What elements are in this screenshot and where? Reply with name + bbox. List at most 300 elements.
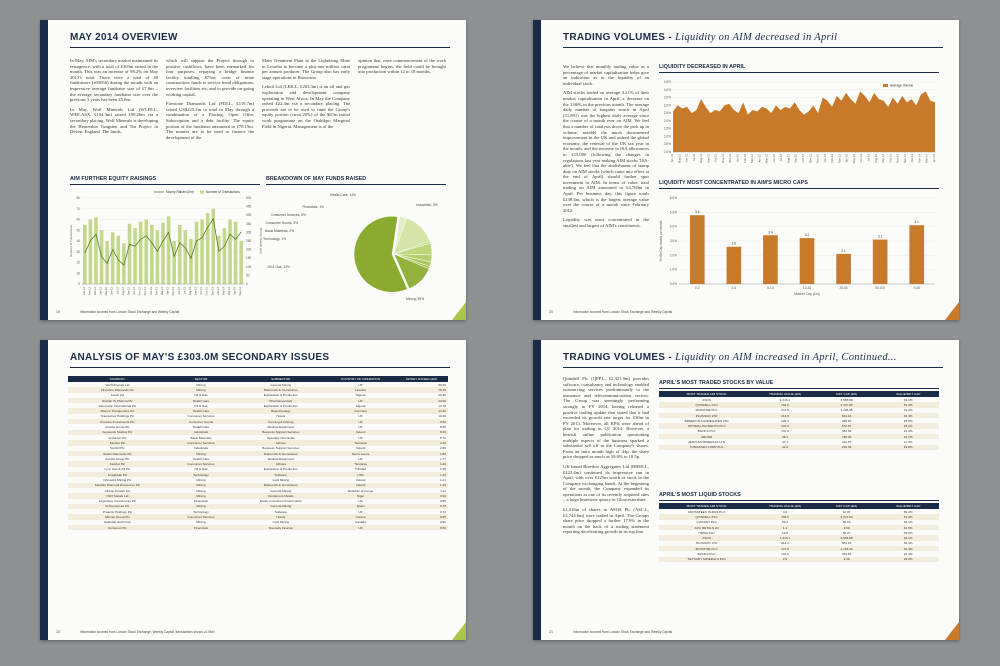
text-column-3	[262, 58, 350, 133]
y-tick-label: 3.0%	[669, 239, 677, 243]
table-cell: Consumer Services	[187, 414, 215, 419]
table-cell: 1.1	[754, 525, 816, 530]
table-cell: 25.5%	[903, 418, 913, 423]
y-tick-label: 2.0%	[669, 253, 677, 258]
table-cell: Trinidad	[355, 467, 367, 472]
x-tick-label: Sep-12	[793, 154, 798, 164]
x-tick-label: Feb-13	[830, 154, 835, 163]
table-cell: Basic Materials	[190, 435, 212, 440]
x-tick-label: Dec-11	[728, 154, 733, 163]
x-tick-label: Dec-13	[211, 287, 215, 296]
text-column	[563, 376, 649, 539]
table-cell: MONITISE PLC	[695, 408, 718, 413]
y2-tick-label: 450	[246, 204, 252, 209]
chart4-rule	[659, 188, 939, 189]
table-cell: Algeria	[355, 403, 366, 408]
page-spine	[40, 20, 48, 320]
table-cell: 216.36	[816, 445, 878, 450]
area-average-volume	[673, 91, 935, 152]
table-cell: 8.35	[439, 425, 446, 430]
title-bold: TRADING VOLUMES -	[563, 352, 676, 363]
y-tick-label: 50	[76, 228, 80, 233]
chart1-title: AIM FURTHER EQUITY RAISINGS	[70, 176, 157, 182]
paragraph: opinion that, once commencement of the work programme begins, the field could be brought into production within 12 to 18 months.	[358, 58, 446, 75]
y-tick-label: 0	[78, 282, 80, 286]
x-tick-label: Aug-13	[188, 287, 192, 296]
table-cell: 214.0	[754, 413, 816, 418]
x-tick-label: Mar-13	[161, 287, 164, 296]
table-cell: 35.0%	[903, 530, 913, 535]
table-cell: Dorlemus Plc	[68, 525, 167, 530]
table-cell: Technology	[193, 509, 209, 514]
page-number: 20	[549, 310, 553, 314]
table-cell: 13.36	[395, 408, 448, 413]
table-cell: Oil & Gas	[194, 393, 208, 398]
x-tick-label: 2-5	[731, 286, 737, 290]
column-header: COUNTRY OF OPERATION	[326, 376, 394, 382]
bar-transactions	[228, 220, 232, 285]
table-cell: PLUSSOO LTD	[659, 413, 754, 418]
bar-transactions	[94, 217, 98, 284]
table-cell: General Mining	[235, 504, 326, 509]
x-tick-label: >100	[913, 286, 921, 290]
slice-label: Basic Materials, 2%	[265, 229, 294, 233]
column-header: MKT CAP (£M)	[816, 391, 878, 397]
page-footer: Information sourced from London Stock Exchange and Weekly Capital	[573, 310, 673, 314]
table-cell: 1.77	[439, 456, 446, 461]
bar-transactions	[167, 216, 171, 284]
page-title	[563, 32, 837, 43]
table-cell: Industrials	[193, 446, 209, 451]
x-tick-label: May-11	[677, 154, 682, 164]
paragraph: Firestone Diamonds Ltd (FDI.L, £119.7m) raised US$225.2m in total in May through a combination of a Placing, Open Offer, Subscription and a debt facility. The equity portion of the fundraise amounted to £78.19m. The monies are to be used to finance the development of the	[166, 101, 254, 140]
x-tick-label: Apr-14	[233, 287, 237, 295]
table-cell: BLINKX PLC	[697, 429, 716, 434]
legend-label: Number of Transactions	[206, 190, 240, 195]
bar	[873, 240, 888, 284]
bar-transactions	[133, 228, 137, 284]
table-cell: 374.8	[754, 546, 816, 551]
table-cell: Germany	[326, 408, 394, 413]
table-cell: USA	[326, 472, 394, 477]
x-tick-label: Apr-12	[99, 287, 103, 295]
x-axis-title: Market Cap (£m)	[794, 292, 820, 296]
table-cell: Spain	[326, 504, 394, 509]
table-cell: Wolf Minerals Ltd	[105, 382, 130, 387]
x-tick-label: Sep-13	[194, 287, 198, 296]
table-cell: Medical Equipment	[267, 456, 294, 461]
most-liquid-table	[659, 503, 939, 562]
table-cell: 62.1%	[903, 520, 913, 525]
table-cell: Gold Mining	[272, 477, 290, 482]
slice-label: Oil & Gas, 12%	[267, 265, 290, 269]
x-tick-label: Apr-11	[670, 154, 674, 163]
x-tick-label: Jan-13	[149, 287, 153, 295]
table-cell: 51.3%	[877, 514, 939, 519]
table-cell: Mining	[196, 477, 206, 482]
table-cell: Stellar Diamonds Plc	[68, 451, 167, 456]
table-cell: Tanzania	[326, 440, 394, 445]
table-cell: 1.21	[439, 477, 446, 482]
table-cell: 41.8	[754, 445, 816, 450]
table-cell: Software	[235, 472, 326, 477]
table-cell: Keywords Studios Plc	[68, 430, 167, 435]
bar	[763, 235, 778, 284]
table-cell: Hotels	[276, 414, 286, 419]
table-cell: Arecita Group Plc	[105, 456, 130, 461]
y-tick-label: 40	[76, 239, 80, 243]
table-cell: Specialty Chemicals	[266, 435, 295, 440]
y-tick-label: 10	[76, 271, 80, 276]
y2-tick-label: 250	[246, 239, 252, 243]
x-tick-label: 0-2	[694, 286, 700, 290]
table-cell: 0.85	[439, 499, 446, 504]
table-cell: Tanzania	[326, 461, 394, 466]
bar-transactions	[128, 224, 132, 284]
table-cell: CROSSTEEK HLDGS PLC	[687, 509, 726, 514]
table-cell: W Resources Plc	[68, 504, 167, 509]
table-cell: 1,195.36	[840, 408, 853, 413]
page-number: 20	[56, 630, 60, 634]
table-cell: 3,565.68	[840, 397, 853, 402]
paragraph: which will support the Project through to positive cashflows, have been earmarked for four purposes: repaying a bridge finance facility totalling $75m; costs of mine construction; funds to service bond obligations; overview facilities etc; and to provide on-going working capital.	[166, 58, 254, 97]
page-title	[563, 352, 897, 363]
table-cell: 572.07	[816, 423, 878, 428]
slice-label: Industrials, 3%	[416, 203, 438, 207]
table-cell: 10.07	[842, 509, 851, 514]
table-cell: Arecita Group Plc	[105, 425, 130, 430]
table-row	[68, 525, 448, 530]
table-cell: 29.8%	[877, 557, 939, 562]
table-cell: Health Care	[192, 425, 210, 430]
table-cell: 3,347.83	[816, 514, 878, 519]
table-cell: 354.64	[841, 552, 852, 557]
x-tick-label: Feb-12	[742, 154, 747, 163]
table-cell: 131.9	[781, 552, 789, 557]
x-tick-label: May-12	[105, 287, 109, 296]
x-tick-label: Feb-12	[88, 287, 92, 296]
bar-transactions	[189, 239, 193, 284]
legend-swatch	[883, 84, 888, 87]
x-tick-label: Feb-13	[155, 287, 159, 296]
table-cell: Gold Mining	[272, 520, 290, 525]
table-cell: Imaginatik Plc	[68, 472, 167, 477]
table-cell: 0.50	[395, 525, 448, 530]
table-cell: Mincan Group Plc	[68, 514, 167, 519]
text-column	[563, 64, 649, 233]
x-tick-label: Jul-11	[691, 154, 696, 162]
table-cell: 8.50	[395, 419, 448, 424]
x-tick-label: Nov-13	[205, 287, 209, 296]
bar-value-label: 2.1	[841, 248, 846, 253]
bar-value-label: 3.1	[877, 234, 883, 239]
table-cell: 661.16	[841, 541, 852, 546]
table-cell: Health Care	[167, 398, 235, 403]
column-header: COMPANY	[68, 376, 167, 382]
x-tick-label: Apr-14	[932, 154, 936, 163]
x-tick-label: Jan-12	[735, 154, 740, 163]
table-cell: 3,347.83	[816, 402, 878, 407]
x-tick-label: Oct-13	[888, 154, 893, 163]
bar-transactions	[178, 225, 182, 284]
table-cell: Mining	[167, 451, 235, 456]
table-cell: ASOS	[702, 397, 711, 402]
table-cell: Hotels	[235, 514, 326, 519]
table-cell: QUIXANT PLC	[696, 520, 717, 525]
table-cell: TUNGSTEN CORP PLC	[659, 445, 754, 450]
x-tick-label: May-14	[239, 287, 243, 296]
x-tick-label: Aug-13	[873, 154, 878, 164]
table-cell: Legendary Investments Plc	[98, 499, 137, 504]
table-cell: Farming & Fishing	[235, 419, 326, 424]
table-cell: 1.26	[395, 472, 448, 477]
x-tick-label: May-13	[172, 287, 176, 296]
y2-tick-label: 500	[246, 196, 252, 200]
table-cell: Mining	[196, 520, 206, 525]
paragraph: Lekoil Ltd (LEK.L, £263.3m) is an oil and gas exploration and development company operating in West Africa. In May the Company raised £22.4m via a secondary placing. The proceeds are to be used to fund the Group's equity portion (circa 20%) of the $67m initial work programme on the Otakikpo Marginal Field in Nigeria. Management is of the	[262, 84, 350, 129]
page-spine	[533, 20, 541, 320]
table-cell: Canada	[355, 520, 366, 525]
table-cell: 1.40	[395, 461, 448, 466]
paragraph: AIM stocks traded on average 3.21% of their market capitalisation in April, a decrease on the 3.86% in the previous month. The average daily number of bargains struck in April (31,891) was the highest daily average since the course of a month ever on AIM. We feel that a number of catalysts drove the pick up in volume, notably the much documented improvement in the UK and indeed the global economy, the renewal of the UK tax year in the month, and the increase in ISA allowances to £15,000 (following the changes in regulations last year making AIM stocks 'ISA-able'). We feel that the abolishment of stamp duty on AIM stocks (which came into effect at the end of April) should further spur investment in AIM. In terms of value, total trading on AIM amounted to £4,769m in April. Per business day, this figure totals £238.4m, which is the largest average value over the course of a month since February 2012.	[563, 90, 649, 213]
y-tick-label: 20	[76, 260, 80, 265]
x-tick-label: Mar-12	[93, 287, 97, 296]
table-cell: Oil & Gas	[194, 403, 208, 408]
table1-title: APRIL'S MOST TRADED STOCKS BY VALUE	[659, 380, 774, 386]
table-cell: 32.4%	[877, 413, 939, 418]
chart2-title: BREAKDOWN OF MAY FUNDS RAISED	[266, 176, 367, 182]
table-cell: 20.00	[395, 398, 448, 403]
table-cell: 4.6	[782, 509, 788, 514]
table-cell: TEXTAIRY MINERALS PLC	[659, 557, 754, 562]
table-cell: 490.87	[841, 418, 852, 423]
text-column-2	[166, 58, 254, 144]
slice-label: Consumer Services, 5%	[270, 213, 306, 217]
table-cell: Equity Investment Instruments	[259, 499, 302, 504]
table-cell: 1.85	[395, 451, 448, 456]
table-cell: Consumer Services	[167, 461, 235, 466]
table-cell: General Mining	[270, 382, 292, 387]
table-cell: Niger	[326, 493, 394, 498]
bar	[909, 225, 924, 284]
x-tick-label: Oct-13	[200, 287, 204, 295]
table-cell: Sierra Leone	[326, 451, 394, 456]
text-column-4	[358, 58, 446, 79]
page-trading-volumes-continued	[533, 340, 959, 640]
table-cell: AFRICAN MINERALS LTD	[688, 440, 725, 445]
bar	[800, 238, 815, 284]
y2-tick-label: 0	[246, 282, 248, 286]
column-header: MONEY RAISED (£M)	[395, 376, 448, 382]
table-cell: 794.6	[754, 402, 816, 407]
column-header: TRADING VALUE (£M)	[754, 391, 816, 397]
bar	[727, 247, 742, 284]
table-cell: Airlines	[235, 440, 326, 445]
paragraph: Quindell Plc (QPP.L, £2,321.9m) provides software, consultancy and technology enabled outsourcing services predominantly to the insurance and telecommunications sectors. The Group was seemingly performing strongly in FY 2014, having released a positive trading update that stated that it had exceeded its growth rate target for £30m in FY 2013. Moreover, all KPIs were ahead of plan for trading in Q1 2014. However, a bearish online publication questioning multiple aspects of the business sparked a substantial sell off in the Company's shares. From an intra month high of 44p, the share price dropped as much as 59.8% to 18.5p.	[563, 376, 649, 460]
bar-transactions	[111, 232, 115, 284]
table-cell: Specialty Finance	[235, 525, 326, 530]
table-cell: Airlines	[235, 461, 326, 466]
bar-transactions	[184, 230, 188, 284]
table-cell: BLINKX PLC	[697, 552, 716, 557]
table-cell: HIPNA PLC	[698, 530, 715, 535]
table-cell: ABCAM	[659, 434, 754, 439]
table2-rule	[659, 500, 939, 501]
page-may-overview	[40, 20, 466, 320]
bar-value-label: 3.6	[695, 210, 700, 215]
bar-transactions	[156, 230, 160, 284]
chart2-rule	[266, 184, 446, 185]
funds-raised-pie-chart	[262, 188, 450, 304]
column-header: VALUE/MKT CAP	[877, 391, 939, 397]
corner-accent	[945, 302, 959, 320]
slice-label: Financials, 1%	[302, 205, 324, 209]
table-cell: Diamonds & Gemstones	[235, 451, 326, 456]
table-cell: Software	[274, 509, 287, 514]
table-cell: FastJet Plc	[68, 440, 167, 445]
table-cell: Ireland	[355, 446, 366, 451]
bar-transactions	[234, 222, 238, 284]
table-cell: 21.4%	[903, 429, 913, 434]
table-cell: Mining	[196, 382, 206, 387]
table-cell: 134.9	[754, 423, 816, 428]
table-cell: 31.4%	[877, 546, 939, 551]
x-tick-label: Nov-13	[895, 154, 900, 164]
y-axis-title: Number of Transactions	[69, 225, 73, 257]
x-tick-label: 10-25	[802, 286, 812, 290]
table-cell: 1.11	[440, 488, 446, 493]
table-cell: QUINDELL PLC	[659, 514, 754, 519]
table-cell: Consumer Services	[167, 514, 235, 519]
table-cell: UK	[358, 435, 363, 440]
x-tick-label: Oct-12	[801, 154, 805, 163]
table-cell: Health Care	[192, 456, 210, 461]
table-cell: UK	[358, 456, 363, 461]
text-column-1	[70, 58, 158, 139]
table-cell: Nigeria	[355, 393, 366, 398]
title-rule	[563, 367, 943, 368]
table-cell: 1.16	[395, 483, 448, 488]
table-cell: 78.19	[395, 387, 448, 392]
page-footer: Information sourced from London Stock Exchange and Weekly Capital	[573, 630, 673, 634]
y-tick-label: 5.0%	[669, 210, 677, 215]
table-cell: FastJet Plc	[68, 461, 167, 466]
page-trading-volumes	[533, 20, 959, 320]
equity-raisings-chart	[68, 188, 264, 300]
chart3-title: LIQUIDITY DECREASED IN APRIL	[659, 64, 746, 70]
table-cell: Versarien Plc	[108, 435, 127, 440]
table-cell: 214.0	[781, 541, 789, 546]
table-cell: Health Care	[167, 408, 235, 413]
table-cell: 1,316.1	[779, 397, 791, 402]
table-cell: Karelian Diamond Resources Plc	[68, 483, 167, 488]
x-tick-label: Aug-12	[786, 154, 791, 164]
table-cell: Technology	[167, 472, 235, 477]
paragraph: Main Treatment Plant at the Liqhobong Mine in Lesotho to become a plus-one million carat per annum producer. The Group also has early stage operations in Botswana.	[262, 58, 350, 80]
bar-transactions	[206, 213, 210, 284]
table-cell: BREEDON AGGREGATES LTD	[684, 418, 729, 423]
table-cell: Lynx Gas & Oil Plc	[104, 467, 131, 472]
table-cell: 2.33	[395, 440, 448, 445]
x-tick-label: Sep-11	[706, 154, 711, 163]
table-cell: 0.65	[395, 514, 448, 519]
column-header: MOST TRADED AIM STOCK	[659, 391, 754, 397]
table-cell: Ireland	[355, 477, 366, 482]
table-cell: 2.9	[754, 557, 816, 562]
x-tick-label: Dec-13	[902, 154, 907, 164]
chart3-rule	[659, 72, 939, 73]
table-cell: 42.5%	[877, 525, 939, 530]
x-tick-label: Jun-12	[110, 287, 114, 295]
table-row	[659, 445, 939, 450]
y2-tick-label: 150	[246, 256, 252, 261]
x-tick-label: Oct-11	[713, 154, 718, 163]
table-cell: Ireland	[326, 483, 394, 488]
x-tick-label: Jun-13	[177, 287, 181, 295]
table-cell: Business Support Services	[262, 446, 300, 451]
y-tick-label: 0.0%	[669, 282, 677, 286]
table-cell: Exploration & Production	[263, 467, 298, 472]
title-rule	[563, 47, 943, 48]
table-cell: PLUSSOO LTD	[695, 541, 718, 546]
table-cell: UK	[358, 414, 363, 419]
table-cell: 661.16	[816, 413, 878, 418]
table-cell: 0.79	[395, 504, 448, 509]
table-cell: 782.95	[816, 434, 878, 439]
table-cell: 69.3	[781, 520, 788, 525]
micro-caps-bar-chart	[657, 192, 943, 304]
x-tick-label: Sep-12	[127, 287, 131, 296]
column-header: VALUE/MKT CAP	[877, 503, 939, 509]
x-tick-label: Jun-13	[859, 154, 864, 163]
table-cell: Produce Investments Plc	[68, 419, 167, 424]
y-tick-label: 2.5%	[663, 111, 671, 116]
table-cell: Greece	[326, 514, 394, 519]
y-tick-label: 3.5%	[663, 95, 671, 100]
y-tick-label: 4.5%	[663, 80, 671, 84]
table-cell: 8.33	[395, 430, 448, 435]
table-cell: Diamonds & Gemstones	[235, 387, 326, 392]
column-header: TRADING VALUE (£M)	[754, 503, 816, 509]
paragraph: In May, AIM's secondary market maintained its resurgence, with a total of £303m raised in the month. This was an increase of 98.2% on May 2013's total. There were a total of 40 fundraisers (a93056) during the month with an impressive average fundraise size of £7.6m – the average secondary fundraise size over the previous 3 years has been £5.0m.	[70, 58, 158, 103]
table-cell: Business Support Services	[235, 430, 326, 435]
table-cell: 9.36	[816, 557, 878, 562]
table-cell: 1,195.36	[816, 546, 878, 551]
x-tick-label: Aug-11	[699, 154, 704, 163]
bar-transactions	[150, 225, 154, 284]
table-cell: ODX Metals Ltd	[68, 493, 167, 498]
bar-value-label: 4.1	[914, 220, 919, 225]
y2-tick-label: 400	[246, 213, 252, 218]
x-tick-label: Jan-14	[216, 287, 220, 295]
y-tick-label: 1.0%	[663, 134, 671, 139]
table-cell: Republic of Congo	[347, 488, 374, 493]
x-tick-label: Jul-12	[779, 154, 784, 162]
table-cell: 354.64	[841, 429, 852, 434]
table-cell: 1,316.1	[754, 535, 816, 540]
table-cell: Financials	[167, 525, 235, 530]
page-footer: Information sourced from London Stock Exchange and Weekly Capital	[80, 310, 180, 314]
y-tick-label: 80	[76, 196, 80, 200]
page-title: MAY 2014 OVERVIEW	[70, 32, 178, 43]
table-cell: 0.94	[395, 493, 448, 498]
table-cell: 3,565.68	[816, 535, 878, 540]
table-cell: Oil & Gas	[194, 467, 208, 472]
x-tick-label: Nov-11	[720, 154, 725, 163]
bar-transactions	[83, 225, 87, 284]
x-tick-label: Jan-13	[822, 154, 827, 163]
table-cell: 13.78	[438, 403, 446, 408]
